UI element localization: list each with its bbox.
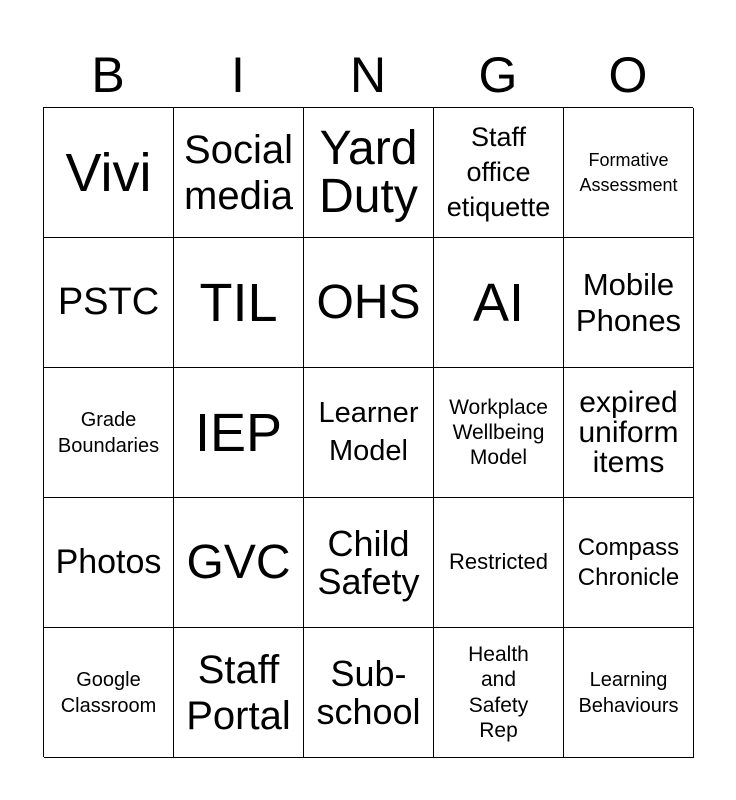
cell-label: Sub- school [316,652,421,732]
header-letter-g: G [478,47,518,103]
bingo-cell[interactable] [434,368,564,498]
cell-label: Child Safety [317,522,420,602]
cell-label: Yard Duty [319,121,418,223]
cell-label: GVC [186,535,291,589]
cell-label: OHS [316,275,421,329]
cell-label: Social media [184,127,293,218]
bingo-cell[interactable] [564,368,694,498]
header-letter-b: B [91,47,125,103]
cell-label: Photos [55,543,162,582]
header-letter-i: I [231,47,245,103]
cell-label: Vivi [65,142,152,203]
cell-label: Restricted [448,549,549,575]
cell-label: Workplace Wellbeing Model [449,395,548,470]
bingo-cell[interactable] [564,238,694,368]
bingo-cell[interactable] [174,238,304,368]
cell-label: Staff Portal [186,647,291,738]
cell-label: IEP [194,402,283,463]
cell-label: TIL [199,272,278,333]
bingo-cell[interactable] [434,108,564,238]
bingo-cell[interactable] [174,498,304,628]
cell-label: Formative Assessment [579,150,678,195]
bingo-cell[interactable] [44,238,174,368]
cell-label: Learning Behaviours [578,668,679,717]
cell-label: AI [472,272,525,333]
bingo-cell[interactable] [564,628,694,758]
bingo-cell[interactable] [564,108,694,238]
bingo-cell[interactable] [564,498,694,628]
bingo-cell[interactable] [174,628,304,758]
bingo-cell[interactable] [434,498,564,628]
cell-label: Google Classroom [60,668,157,717]
bingo-cell[interactable] [44,108,174,238]
bingo-cell[interactable] [174,368,304,498]
bingo-cell[interactable] [304,628,434,758]
cell-label: PSTC [57,280,160,323]
cell-label: Mobile Phones [575,266,682,338]
cell-label: Compass Chronicle [577,533,680,591]
header-letter-o: O [608,47,648,103]
bingo-cell[interactable] [174,108,304,238]
cell-label: expired uniform items [578,385,679,479]
bingo-grid [43,107,693,757]
bingo-cell[interactable] [434,238,564,368]
header-letter-n: N [349,47,387,103]
bingo-header [43,45,693,105]
cell-label: Health and Safety Rep [468,643,529,742]
bingo-cell[interactable] [304,498,434,628]
bingo-cell[interactable] [44,368,174,498]
bingo-cell[interactable] [44,628,174,758]
bingo-cell[interactable] [434,628,564,758]
bingo-cell[interactable] [304,108,434,238]
bingo-cell[interactable] [304,238,434,368]
bingo-cell[interactable] [304,368,434,498]
cell-label: Grade Boundaries [57,408,160,457]
bingo-cell[interactable] [44,498,174,628]
cell-label: Staff office etiquette [446,121,551,223]
cell-label: Learner Model [318,396,419,467]
